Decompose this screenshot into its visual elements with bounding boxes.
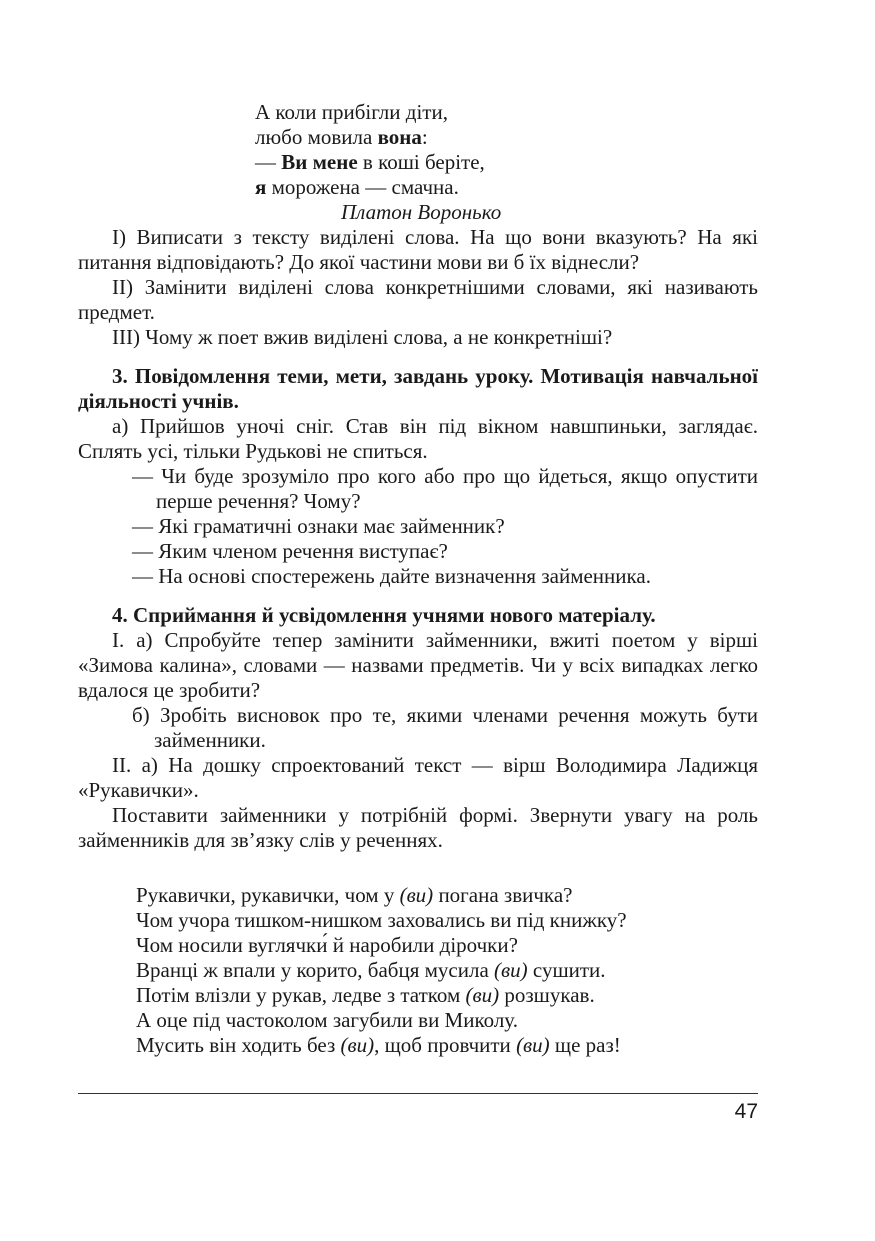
poem-line: Чом носили вуглячки́ й наробили дірочки? (136, 933, 518, 957)
poem-line: А оце під частоколом загубили ви Миколу. (136, 1008, 518, 1032)
poem-excerpt (255, 100, 758, 225)
page-number: 47 (734, 1100, 758, 1123)
poem-line: — Ви мене в коші беріте, (255, 150, 485, 174)
page-content (78, 100, 758, 1058)
task-3: ІІІ) Чому ж поет вжив виділені слова, а не конкретніші? (112, 325, 613, 349)
poem-line: я морожена — смачна. (255, 175, 459, 199)
poem-line: Чом учора тишком-нишком заховались ви під книжку? (136, 908, 627, 932)
poem-line: любо мовила вона: (255, 125, 428, 149)
section-4-subitem-b: б) Зробіть висновок про те, якими членами речення можуть бути займенники. (132, 703, 758, 752)
question-item: — Чи буде зрозуміло про кого або про що йдеться, якщо опустити перше речення? Чому? (132, 464, 758, 513)
poem-line: Рукавички, рукавички, чом у (ви) погана звичка? (136, 883, 573, 907)
task-2: ІІ) Замінити виділені слова конкретнішими словами, які називають предмет. (78, 275, 758, 324)
poem-line: Мусить він ходить без (ви), щоб провчити (ви) ще раз! (136, 1033, 621, 1057)
section-4-paragraph-2: ІІ. а) На дошку спроектований текст — вірш Володимира Ладижця «Рукавички». (78, 753, 758, 802)
question-item: — На основі спостережень дайте визначення займенника. (132, 564, 651, 588)
question-item: — Яким членом речення виступає? (132, 539, 448, 563)
section-4-heading: 4. Сприймання й усвідомлення учнями нового матеріалу. (112, 603, 656, 627)
footer-divider (78, 1093, 758, 1094)
poem-line: А коли прибігли діти, (255, 100, 448, 124)
section-4-paragraph-3: Поставити займенники у потрібній формі. Звернути увагу на роль займенників для зв’язку слів у реченнях. (78, 803, 758, 852)
poem-rukavychky (136, 883, 758, 1058)
poem-author: Платон Воронько (341, 200, 502, 224)
poem-line: Потім влізли у рукав, ледве з татком (ви) розшукав. (136, 983, 595, 1007)
task-1: І) Виписати з тексту виділені слова. На що вони вказують? На які питання відповідають? До якої частини мови ви б їх віднесли? (78, 225, 758, 274)
section-3-text: а) Прийшов уночі сніг. Став він під вікном навшпиньки, заглядає. Сплять усі, тільки Рудькові не спиться. (78, 414, 758, 463)
poem-line: Вранці ж впали у корито, бабця мусила (ви) сушити. (136, 958, 606, 982)
section-3-heading: 3. Повідомлення теми, мети, завдань уроку. Мотивація навчальної діяльності учнів. (78, 364, 758, 413)
section-4-paragraph-1: І. а) Спробуйте тепер замінити займенники, вжиті поетом у вірші «Зимова калина», словами — назвами предметів. Чи у всіх випадках легко вдалося це зробити? (78, 628, 758, 702)
question-item: — Які граматичні ознаки має займенник? (132, 514, 505, 538)
